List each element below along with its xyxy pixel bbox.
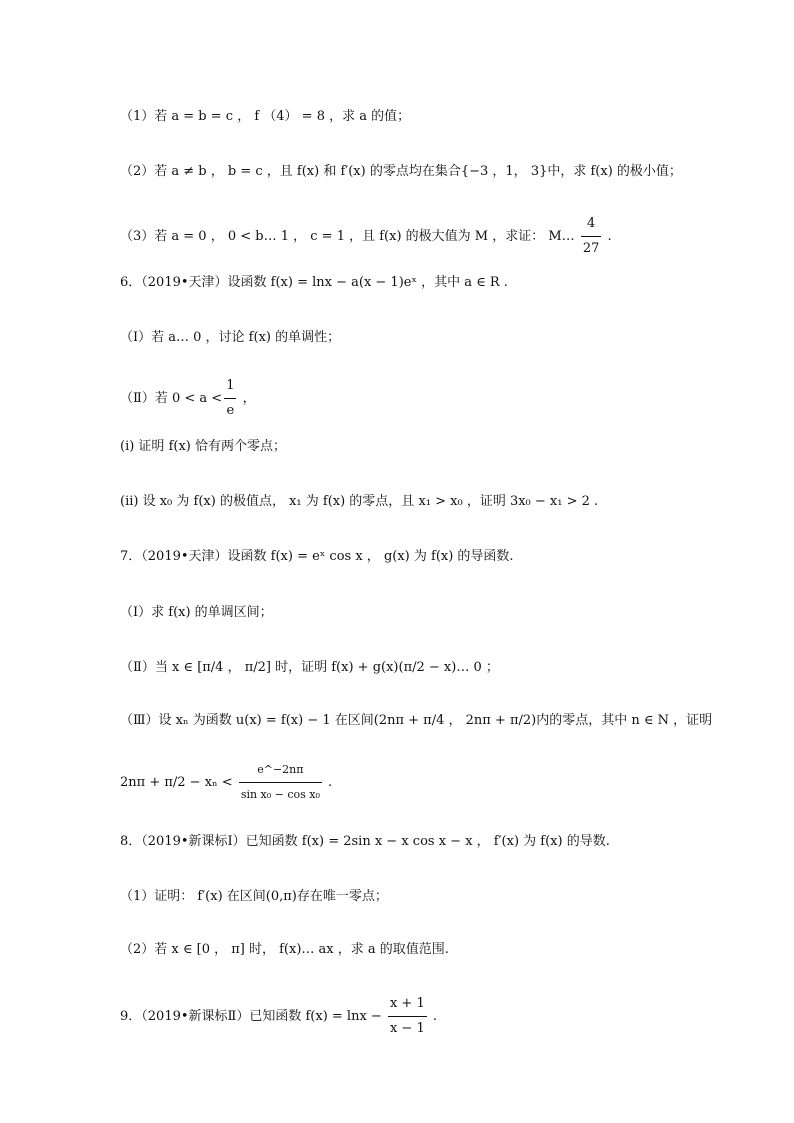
problem-7-stem: 7．（2019•天津）设函数 f(x) = eˣ cos x ， g(x) 为 f(x) 的导函数. [120, 549, 514, 564]
problem-8-part-2: （2）若 x ∈ [0 ， π] 时， f(x)… ax ，求 a 的取值范围. [120, 942, 449, 957]
fraction [224, 374, 236, 423]
problem-6-part-i: (i) 证明 f(x) 恰有两个零点； [120, 439, 286, 454]
text-suffix: . [323, 775, 333, 790]
problem-5-part-1: （1）若 a = b = c ， f （4） = 8 ，求 a 的值； [120, 109, 411, 124]
text-prefix: （Ⅱ）若 0 < a < [120, 391, 223, 406]
problem-7-part-II: （Ⅱ）当 x ∈ [π/4 ， π/2] 时，证明 f(x) + g(x)(π/2 − x)… 0 ； [120, 660, 499, 675]
problem-7-part-III-cont [120, 758, 714, 807]
denominator: x − 1 [388, 1016, 427, 1041]
fraction [239, 758, 322, 807]
numerator: 1 [226, 378, 235, 393]
problem-8-part-1: （1）证明： f′(x) 在区间(0,π)存在唯一零点； [120, 889, 388, 904]
problem-6-stem: 6．（2019•天津）设函数 f(x) = lnx − a(x − 1)eˣ ，其中 a ∈ R . [120, 275, 508, 290]
text-suffix: . [428, 1009, 437, 1024]
text-prefix: 2nπ + π/2 − xₙ < [120, 775, 237, 790]
fraction [581, 212, 602, 261]
text-suffix: ， [238, 391, 256, 406]
denominator: sin x₀ − cos x₀ [239, 782, 322, 807]
fraction [388, 992, 427, 1041]
problem-5-part-2: （2）若 a ≠ b ， b = c ，且 f(x) 和 f′(x) 的零点均在集合{−3 ，1， 3}中，求 f(x) 的极小值； [120, 164, 682, 179]
problem-6-part-ii: (ii) 设 x₀ 为 f(x) 的极值点， x₁ 为 f(x) 的零点，且 x₁ > x₀ ，证明 3x₀ − x₁ > 2 . [120, 494, 599, 509]
problem-7-part-III: （Ⅲ）设 xₙ 为函数 u(x) = f(x) − 1 在区间(2nπ + π/4 ， 2nπ + π/2)内的零点，其中 n ∈ N ，证明 [120, 713, 713, 728]
text-suffix: . [603, 229, 612, 244]
text-prefix: （3）若 a = 0 ， 0 < b… 1 ， c = 1 ，且 f(x) 的极大值为 M ，求证： M… [120, 229, 579, 244]
problem-6-part-II [120, 374, 714, 423]
numerator: e^−2nπ [257, 763, 304, 776]
numerator: x + 1 [389, 996, 425, 1011]
problem-8-stem: 8．（2019•新课标Ⅰ）已知函数 f(x) = 2sin x − x cos x − x ， f′(x) 为 f(x) 的导数. [120, 834, 610, 849]
numerator: 4 [586, 216, 596, 231]
problem-9-stem [120, 992, 714, 1041]
problem-5-part-3 [120, 212, 714, 261]
denominator: e [224, 398, 236, 423]
problem-7-part-I: （Ⅰ）求 f(x) 的单调区间； [120, 605, 273, 620]
text-prefix: 9．（2019•新课标Ⅱ）已知函数 f(x) = lnx − [120, 1009, 386, 1024]
denominator: 27 [581, 236, 602, 261]
problem-6-part-I: （Ⅰ）若 a… 0 ，讨论 f(x) 的单调性； [120, 330, 341, 345]
